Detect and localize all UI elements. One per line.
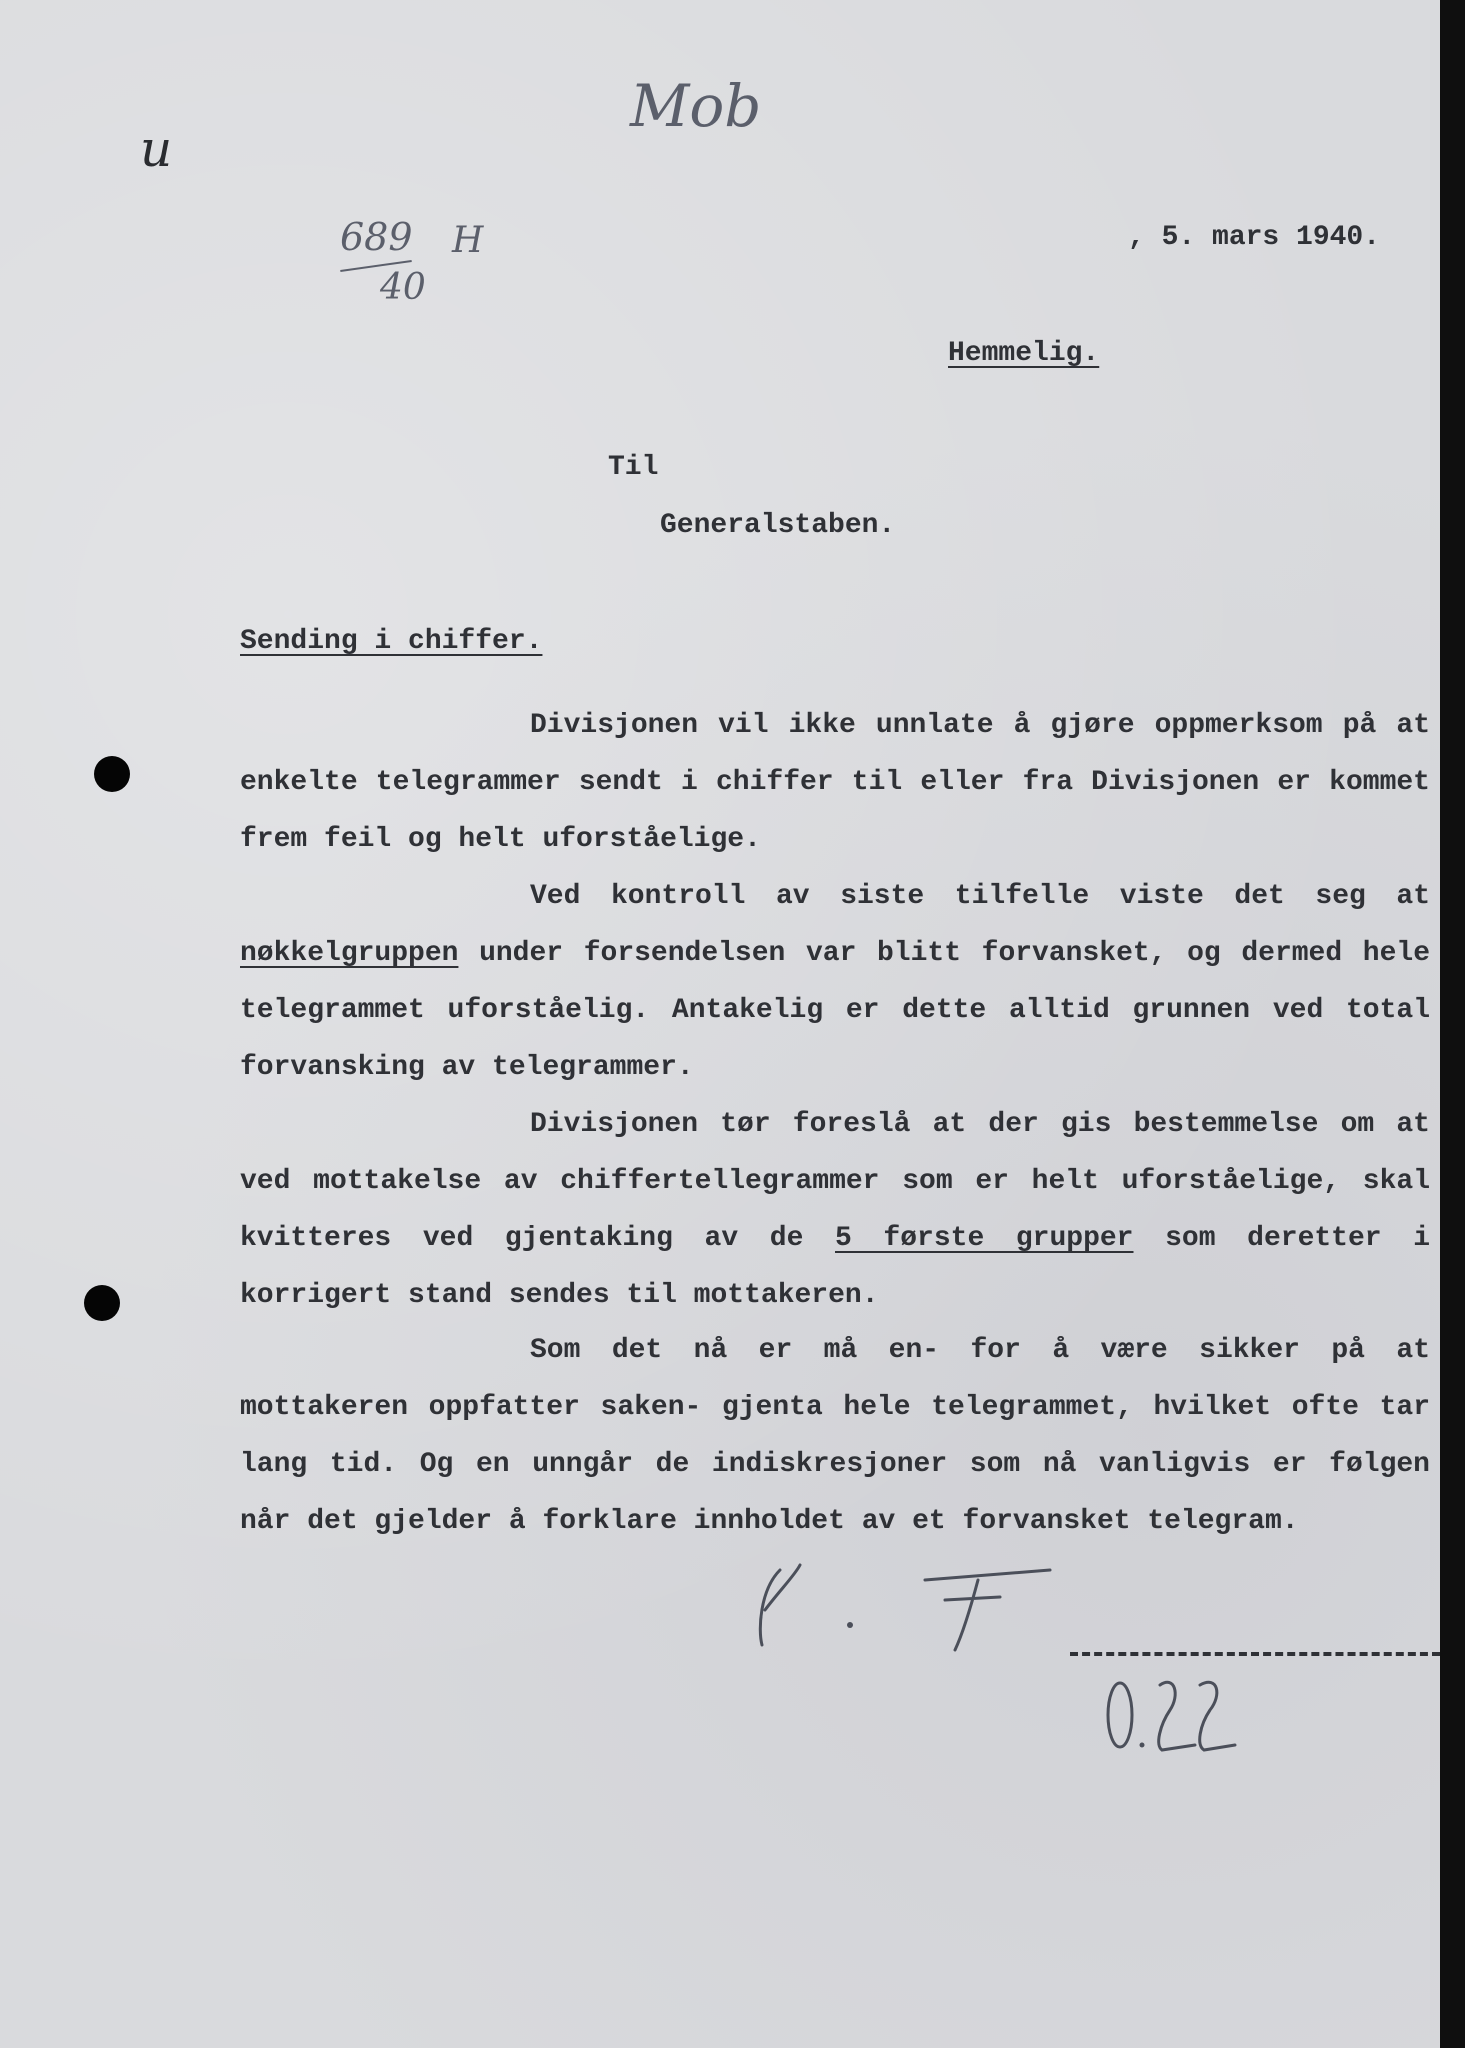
scan-edge: [1440, 0, 1465, 2048]
classification-label: Hemmelig.: [948, 338, 1100, 369]
punch-hole-bottom: [84, 1285, 120, 1321]
handwritten-corner-mark: u: [140, 120, 173, 178]
body-paragraph-3: [240, 1096, 1430, 1324]
paragraph-2-text-b: under forsendelsen var blitt forvansket, og dermed hele telegrammet uforståelig. Antakelig er dette alltid grunnen ved total forvansking av telegrammer.: [240, 938, 1430, 1083]
paragraph-3-text-b: som deretter i korrigert stand sendes til mottakeren.: [240, 1223, 1431, 1311]
handwritten-note-top: Mob: [630, 72, 762, 140]
reference-suffix: H: [452, 220, 484, 261]
paragraph-2-text-a: Ved kontroll av siste tilfelle viste det seg at: [530, 881, 1430, 912]
paragraph-3-underlined: 5 første grupper: [835, 1223, 1134, 1254]
paragraph-3-text-a: Divisjonen tør foreslå at der gis bestemmelse om at ved mottakelse av chiffertellegrammer som er helt uforståelige, skal kvitteres ved gjentaking av de: [240, 1109, 1430, 1254]
paragraph-2-underlined: nøkkelgruppen: [240, 938, 459, 969]
reference-number: 689: [340, 215, 413, 259]
signature-olf: [1100, 1665, 1240, 1765]
body-paragraph-1: Divisjonen vil ikke unnlate å gjøre oppmerksom på at enkelte telegrammer sendt i chiffer til eller fra Divisjonen er kommet frem feil og helt uforståelige.: [240, 710, 1430, 855]
body-paragraph-4: Som det nå er må en- for å være sikker på at mottakeren oppfatter saken- gjenta hele telegrammet, hvilket ofte tar lang tid. Og en unngår de indiskresjoner som nå vanligvis er følgen når det gjelder å forklare innholdet av et forvansket telegram.: [240, 1335, 1430, 1537]
document-date: , 5. mars 1940.: [1128, 222, 1381, 253]
punch-hole-top: [94, 756, 130, 792]
signature-olf-drawing: [1100, 1665, 1240, 1765]
signature-dash-line: [1070, 1652, 1440, 1656]
body-paragraph-2: [240, 868, 1430, 1096]
handwritten-reference: [340, 215, 484, 315]
to-label: Til: [608, 452, 659, 483]
signature-initials-drawing: [740, 1550, 1070, 1660]
subject-heading: Sending i chiffer.: [240, 626, 543, 657]
reference-denominator: 40: [380, 267, 426, 308]
signature-initials: [740, 1550, 1070, 1660]
recipient: Generalstaben.: [660, 510, 896, 541]
